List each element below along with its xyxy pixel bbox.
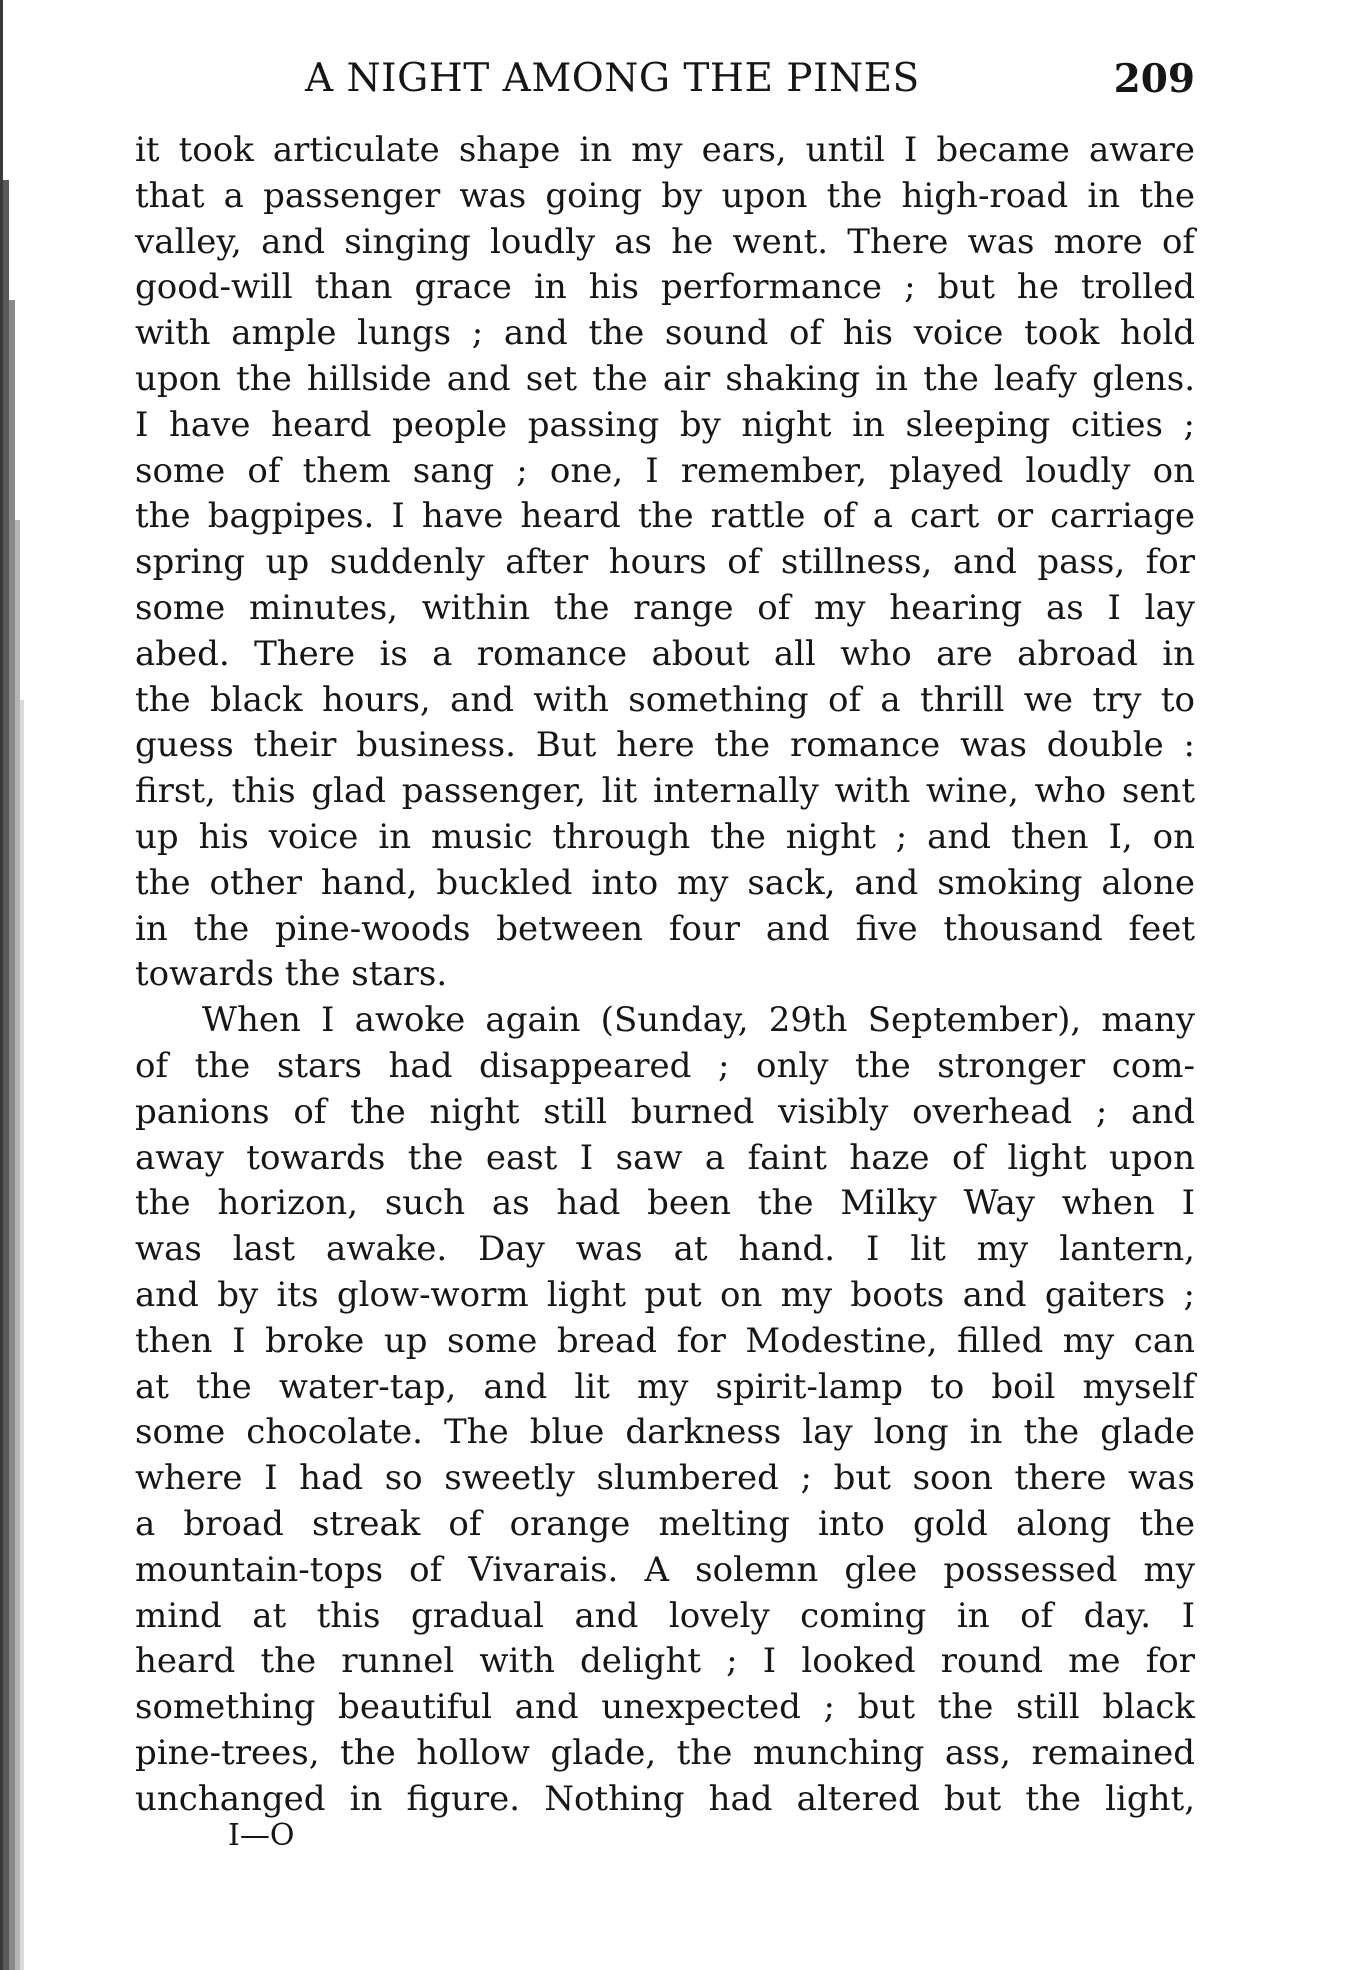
text-line: in the pine-woods between four and five thousand feet <box>135 908 1195 949</box>
text-line: was last awake. Day was at hand. I lit my lantern, <box>135 1229 1195 1270</box>
text-line: the black hours, and with something of a thrill we try to <box>135 679 1195 720</box>
text-line: pine-trees, the hollow glade, the munching ass, remained <box>135 1732 1195 1773</box>
paragraph-first-line: When I awoke again (Sunday, 29th September), many <box>202 1000 1195 1041</box>
text-line: the bagpipes. I have heard the rattle of a cart or carriage <box>135 496 1195 537</box>
text-line: panions of the night still burned visibly overhead ; and <box>135 1091 1195 1132</box>
text-line: where I had so sweetly slumbered ; but soon there was <box>135 1458 1195 1499</box>
text-line: upon the hillside and set the air shaking in the leafy glens. <box>135 358 1195 399</box>
text-line: unchanged in figure. Nothing had altered but the light, <box>135 1778 1195 1819</box>
text-line: valley, and singing loudly as he went. There was more of <box>135 221 1195 262</box>
text-line: heard the runnel with delight ; I looked round me for <box>135 1641 1195 1682</box>
text-line: the other hand, buckled into my sack, and smoking alone <box>135 862 1195 903</box>
page-header <box>135 56 1195 106</box>
text-line: with ample lungs ; and the sound of his voice took hold <box>135 313 1195 354</box>
text-line: mind at this gradual and lovely coming in of day. I <box>135 1595 1195 1636</box>
text-line: and by its glow-worm light put on my boots and gaiters ; <box>135 1274 1195 1315</box>
text-line: abed. There is a romance about all who are abroad in <box>135 633 1195 674</box>
binding-edge-shadow <box>0 0 34 1970</box>
text-line: I have heard people passing by night in sleeping cities ; <box>135 404 1195 445</box>
text-line: some minutes, within the range of my hearing as I lay <box>135 587 1195 628</box>
text-line: away towards the east I saw a faint haze of light upon <box>135 1137 1195 1178</box>
body-text <box>135 128 1195 1822</box>
text-line: mountain-tops of Vivarais. A solemn glee possessed my <box>135 1549 1195 1590</box>
text-line: a broad streak of orange melting into gold along the <box>135 1503 1195 1544</box>
text-line: it took articulate shape in my ears, until I became aware <box>135 130 1195 170</box>
text-line: at the water-tap, and lit my spirit-lamp to boil myself <box>135 1366 1195 1407</box>
text-line: up his voice in music through the night ; and then I, on <box>135 816 1195 857</box>
paragraph-end-line: towards the stars. <box>135 954 448 995</box>
text-line: of the stars had disappeared ; only the stronger com- <box>135 1045 1195 1086</box>
running-head: A NIGHT AMONG THE PINES <box>305 56 920 101</box>
text-line: first, this glad passenger, lit internally with wine, who sent <box>135 771 1195 812</box>
page-number: 209 <box>1113 56 1195 102</box>
text-line: guess their business. But here the romance was double : <box>135 725 1195 766</box>
signature-mark: I—O <box>228 1818 295 1853</box>
text-line: good-will than grace in his performance ; but he trolled <box>135 267 1195 308</box>
text-line: something beautiful and unexpected ; but the still black <box>135 1687 1195 1728</box>
text-line: some of them sang ; one, I remember, played loudly on <box>135 450 1195 491</box>
text-line: that a passenger was going by upon the high-road in the <box>135 175 1195 216</box>
text-line: then I broke up some bread for Modestine, filled my can <box>135 1320 1195 1361</box>
text-line: the horizon, such as had been the Milky Way when I <box>135 1183 1195 1224</box>
text-line: some chocolate. The blue darkness lay long in the glade <box>135 1412 1195 1453</box>
text-line: spring up suddenly after hours of stillness, and pass, for <box>135 542 1195 583</box>
